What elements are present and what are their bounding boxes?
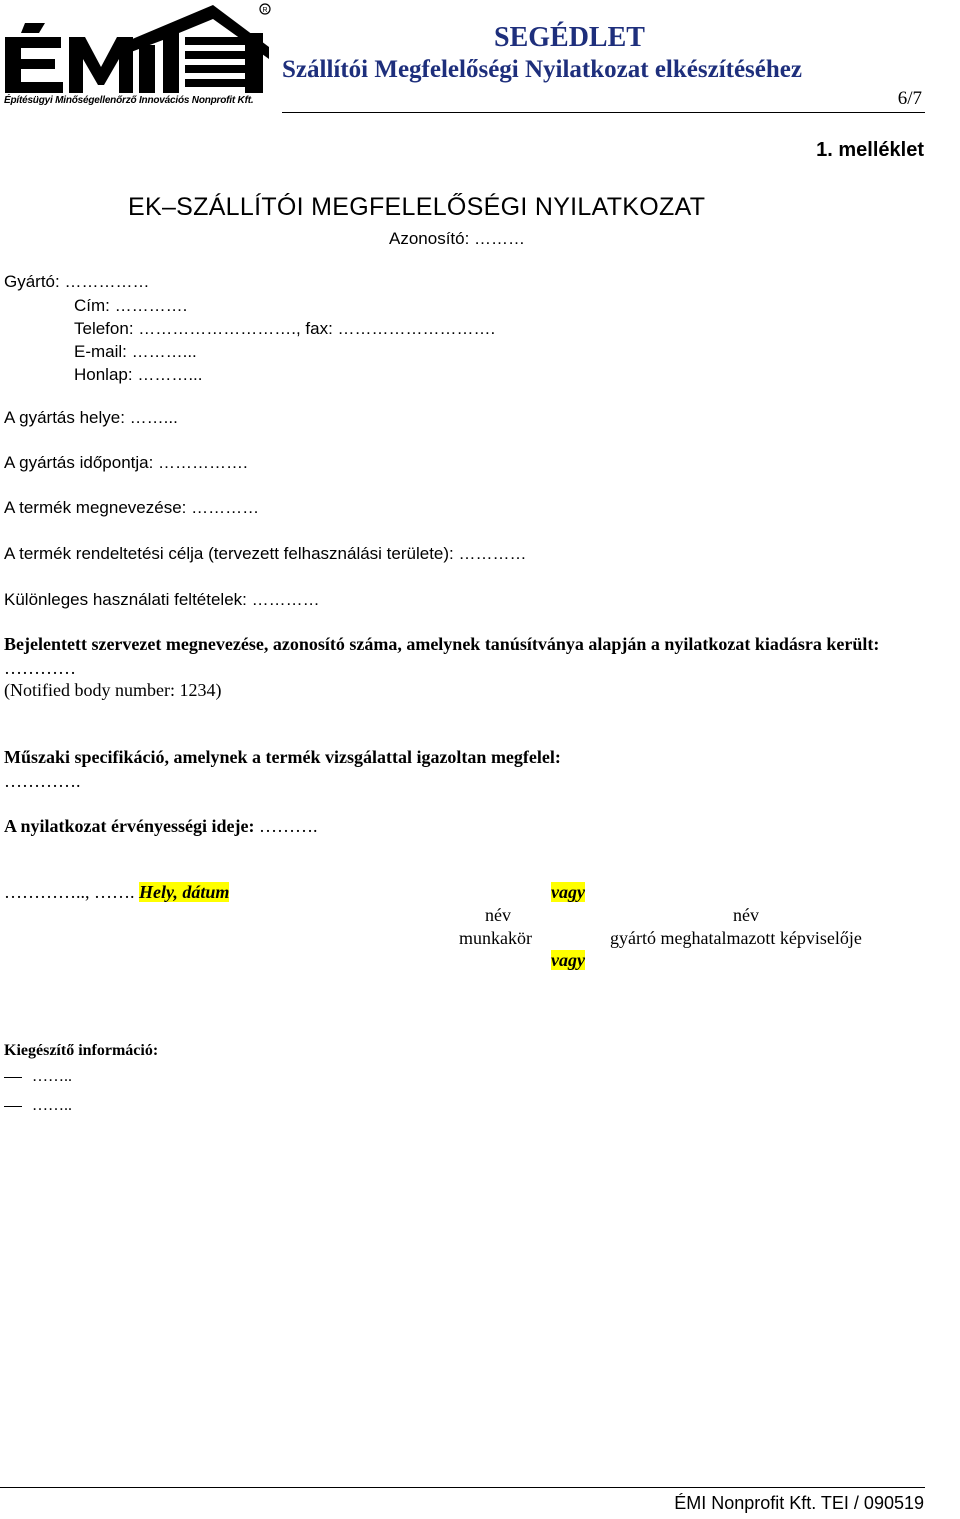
- header-subtitle: Szállítói Megfelelőségi Nyilatkozat elkészítéséhez: [282, 56, 802, 83]
- validity-label: A nyilatkozat érvényességi ideje:: [4, 816, 255, 836]
- notified-body-label: Bejelentett szervezet megnevezése, azonosító száma, amelynek tanúsítványa alapján a nyilatkozat kiadásra került:: [4, 634, 880, 654]
- place-date-row: [4, 882, 229, 903]
- place-date-dots: ………….., …….: [4, 882, 135, 902]
- dash-bullet: [4, 1077, 22, 1078]
- document-title: EK–SZÁLLÍTÓI MEGFELELŐSÉGI NYILATKOZAT: [128, 193, 706, 221]
- product-name: A termék megnevezése: …………: [4, 498, 260, 517]
- or-top: vagy: [551, 882, 585, 902]
- intended-use: A termék rendeltetési célja (tervezett felhasználási területe): …………: [4, 544, 527, 563]
- annex-label: 1. melléklet: [816, 139, 924, 161]
- footer-divider: [0, 1487, 925, 1488]
- supplementary-item: ……..: [4, 1097, 72, 1115]
- position-label: munkakör: [459, 928, 532, 948]
- website-field: Honlap: ………...: [74, 365, 203, 384]
- phone-fax-field: Telefon: ………………………., fax: ……………………….: [74, 319, 496, 338]
- validity-row: [4, 816, 317, 837]
- special-conditions: Különleges használati feltételek: …………: [4, 590, 320, 609]
- supplementary-label: Kiegészítő információ:: [4, 1042, 159, 1059]
- time-of-manufacture: A gyártás időpontja: …………….: [4, 453, 248, 472]
- name-right: név: [733, 905, 759, 925]
- dash-bullet: [4, 1106, 22, 1107]
- header-title: SEGÉDLET: [494, 22, 645, 53]
- place-date-label: Hely, dátum: [139, 882, 230, 902]
- address-field: Cím: ………….: [74, 296, 188, 315]
- name-left: név: [485, 905, 511, 925]
- notified-body-number: (Notified body number: 1234): [4, 680, 222, 700]
- svg-text:R: R: [262, 7, 268, 14]
- emi-logo-graphic: [3, 3, 271, 95]
- tech-spec-label: Műszaki specifikáció, amelynek a termék vizsgálattal igazoltan megfelel:: [4, 747, 561, 767]
- header-divider: [282, 112, 925, 113]
- page-number: 6/7: [897, 88, 922, 109]
- document-identifier: Azonosító: ………: [389, 229, 526, 248]
- representative-label: gyártó meghatalmazott képviselője: [610, 928, 862, 948]
- email-field: E-mail: ………...: [74, 342, 197, 361]
- manufacturer-label: Gyártó: ……………: [4, 272, 150, 291]
- tech-spec-dots: ………….: [4, 771, 81, 791]
- footer-text: ÉMI Nonprofit Kft. TEI / 090519: [674, 1493, 924, 1513]
- validity-dots: ……….: [258, 816, 318, 836]
- logo-subtitle: Építésügyi Minőségellenőrző Innovációs Nonprofit Kft.: [4, 95, 254, 106]
- supplementary-item: ……..: [4, 1068, 72, 1086]
- place-of-manufacture: A gyártás helye: ……...: [4, 408, 178, 427]
- notified-body-dots: …………: [4, 658, 76, 678]
- or-bottom: vagy: [551, 950, 585, 970]
